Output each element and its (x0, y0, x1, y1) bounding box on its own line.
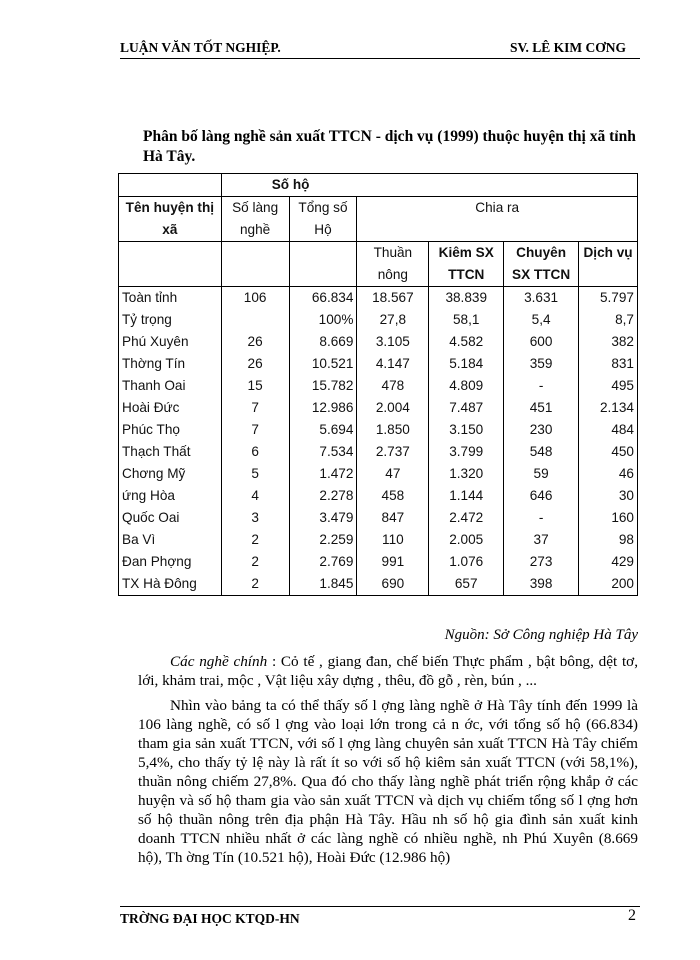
table-cell: Thanh Oai (119, 375, 222, 397)
table-cell: 7.487 (429, 397, 504, 419)
table-cell: 26 (221, 353, 289, 375)
table-caption: Phân bố làng nghề sản xuất TTCN - dịch vụ (1999) thuộc huyện thị xã tỉnh Hà Tây. (143, 128, 636, 165)
table-cell: 6 (221, 441, 289, 463)
table-cell: 15 (221, 375, 289, 397)
table-body (119, 287, 638, 596)
table-cell: 37 (504, 529, 579, 551)
table-row (119, 309, 638, 331)
table-cell: 4.147 (357, 353, 429, 375)
table-cell: 600 (504, 331, 579, 353)
table-cell: 7 (221, 419, 289, 441)
table-cell: 2.259 (289, 529, 357, 551)
table-cell: 12.986 (289, 397, 357, 419)
table-header-row-2 (119, 197, 638, 242)
main-crafts-lead: Các nghề chính (170, 653, 268, 670)
page-footer (120, 906, 640, 926)
table-cell: 8.669 (289, 331, 357, 353)
craft-village-table (118, 173, 638, 596)
split-column-header: Chia ra (357, 197, 638, 242)
table-cell: 5,4 (504, 309, 579, 331)
table-row (119, 485, 638, 507)
table-row (119, 287, 638, 310)
main-crafts-text: : Cỏ tế , giang đan, chế biến Thực phẩm , bật bông, dệt tơ, lới, khảm trai, mộc , Vật liệu xây dựng , thêu, đồ gỗ , rèn, bún , ... (138, 653, 639, 689)
table-cell: 3.105 (357, 331, 429, 353)
table-cell: 2 (221, 551, 289, 573)
table-cell: 1.144 (429, 485, 504, 507)
table-cell: 3 (221, 507, 289, 529)
table-row (119, 551, 638, 573)
table-cell: 548 (504, 441, 579, 463)
table-cell: 2.472 (429, 507, 504, 529)
table-cell: 5 (221, 463, 289, 485)
table-cell: 5.694 (289, 419, 357, 441)
table-cell: 398 (504, 573, 579, 596)
table-cell: 15.782 (289, 375, 357, 397)
table-cell: ứng Hòa (119, 485, 222, 507)
table-cell: Tỷ trọng (119, 309, 222, 331)
table-cell: 2.769 (289, 551, 357, 573)
table-cell: 2.278 (289, 485, 357, 507)
header-author: SV. LÊ KIM CƠNG (509, 40, 626, 55)
table-cell: Toàn tỉnh (119, 287, 222, 310)
table-row (119, 397, 638, 419)
table-cell: Quốc Oai (119, 507, 222, 529)
table-cell: 495 (579, 375, 638, 397)
table-cell: 5.797 (579, 287, 638, 310)
table-row (119, 441, 638, 463)
table-cell: 2.004 (357, 397, 429, 419)
table-cell: 458 (357, 485, 429, 507)
table-cell: Phú Xuyên (119, 331, 222, 353)
table-cell: 2 (221, 529, 289, 551)
table-cell: 429 (579, 551, 638, 573)
table-cell: 450 (579, 441, 638, 463)
table-cell: 7.534 (289, 441, 357, 463)
table-cell: - (504, 375, 579, 397)
table-cell: 359 (504, 353, 579, 375)
table-cell: Ba Vì (119, 529, 222, 551)
table-cell: 2.134 (579, 397, 638, 419)
table-header-row-3 (119, 242, 638, 287)
table-cell: 646 (504, 485, 579, 507)
page-number: 2 (628, 907, 636, 924)
sub-header-farming: Thuần nông (357, 242, 429, 287)
table-cell: 106 (221, 287, 289, 310)
sub-header-services: Dịch vụ (579, 242, 638, 287)
table-cell: 200 (579, 573, 638, 596)
table-cell: 100% (289, 309, 357, 331)
table-cell: 5.184 (429, 353, 504, 375)
table-cell: 657 (429, 573, 504, 596)
table-cell: 478 (357, 375, 429, 397)
table-cell: 18.567 (357, 287, 429, 310)
table-cell: 230 (504, 419, 579, 441)
table-cell: 2.005 (429, 529, 504, 551)
table-cell: 66.834 (289, 287, 357, 310)
table-cell: Phúc Thọ (119, 419, 222, 441)
table-cell: 3.150 (429, 419, 504, 441)
table-cell: Hoài Đức (119, 397, 222, 419)
table-row (119, 353, 638, 375)
table-cell (221, 309, 289, 331)
table-cell: TX Hà Đông (119, 573, 222, 596)
table-cell: 382 (579, 331, 638, 353)
table-cell: 59 (504, 463, 579, 485)
table-cell: 47 (357, 463, 429, 485)
table-row (119, 419, 638, 441)
table-cell: 273 (504, 551, 579, 573)
table-cell: - (504, 507, 579, 529)
source-note: Nguồn: Sở Công nghiệp Hà Tây (444, 627, 638, 643)
table-cell: 484 (579, 419, 638, 441)
table-row (119, 573, 638, 596)
villages-column-header: Số làng nghề (221, 197, 289, 242)
table-cell: 3.799 (429, 441, 504, 463)
header-thesis-label: LUẬN VĂN TỐT NGHIỆP. (120, 40, 281, 55)
table-cell: 1.850 (357, 419, 429, 441)
paragraph-main-crafts (138, 652, 638, 690)
sub-header-specialized: Chuyên SX TTCN (504, 242, 579, 287)
table-row (119, 529, 638, 551)
table-cell: 451 (504, 397, 579, 419)
table-cell: Đan Phợng (119, 551, 222, 573)
table-cell: 27,8 (357, 309, 429, 331)
table-row (119, 507, 638, 529)
table-cell: Thờng Tín (119, 353, 222, 375)
table-cell: 10.521 (289, 353, 357, 375)
table-header-row-1 (119, 174, 638, 197)
table-cell: 38.839 (429, 287, 504, 310)
table-cell: 7 (221, 397, 289, 419)
table-cell: 110 (357, 529, 429, 551)
district-column-header: Tên huyện thị xã (119, 197, 222, 242)
table-cell: 46 (579, 463, 638, 485)
sub-header-mixed: Kiêm SX TTCN (429, 242, 504, 287)
paragraph-analysis: Nhìn vào bảng ta có thể thấy số l ợng làng nghề ở Hà Tây tính đến 1999 là 106 làng nghề, có số l ợng vào loại lớn trong cả n ớc, với tổng số hộ (66.834) tham gia sản xuất TTCN, với số l ợng làng chuyên sản xuất TTCN Hà Tây chiếm 5,4%, cho thấy tỷ lệ này là rất ít so với số hộ kiêm sản xuất TTCN (với 58,1%), thuần nông chiếm 27,8%. Qua đó cho thấy làng nghề phát triển rộng khắp ở các huyện và số hộ tham gia vào sản xuất TTCN và dịch vụ chiếm tổng số l ợng hơn số hộ thuần nông trên địa phận Hà Tây. Hầu nh số hộ gia đình sản xuất kinh doanh TTCN nhiều nhất ở các làng nghề có nhiều nghề, nh Phú Xuyên (8.669 hộ), Th ờng Tín (10.521 hộ), Hoài Đức (12.986 hộ) (138, 697, 638, 866)
table-row (119, 375, 638, 397)
table-row (119, 331, 638, 353)
table-cell: 2.737 (357, 441, 429, 463)
table-cell: 4.809 (429, 375, 504, 397)
table-cell: 4 (221, 485, 289, 507)
table-cell: 58,1 (429, 309, 504, 331)
table-cell: Chơng Mỹ (119, 463, 222, 485)
page-header (120, 38, 640, 59)
households-group-header: Số hộ (221, 174, 637, 197)
table-row (119, 463, 638, 485)
table-cell: 30 (579, 485, 638, 507)
table-cell: 3.479 (289, 507, 357, 529)
table-cell: 847 (357, 507, 429, 529)
table-cell: 98 (579, 529, 638, 551)
table-cell: 160 (579, 507, 638, 529)
table-cell: 8,7 (579, 309, 638, 331)
footer-university: TRỜNG ĐẠI HỌC KTQD-HN (120, 911, 300, 926)
table-cell: Thạch Thất (119, 441, 222, 463)
table-cell: 3.631 (504, 287, 579, 310)
total-column-header: Tổng số Hộ (289, 197, 357, 242)
table-cell: 1.472 (289, 463, 357, 485)
table-cell: 690 (357, 573, 429, 596)
table-cell: 26 (221, 331, 289, 353)
table-cell: 831 (579, 353, 638, 375)
table-cell: 1.320 (429, 463, 504, 485)
table-cell: 1.845 (289, 573, 357, 596)
table-cell: 1.076 (429, 551, 504, 573)
table-cell: 991 (357, 551, 429, 573)
table-cell: 4.582 (429, 331, 504, 353)
table-cell: 2 (221, 573, 289, 596)
